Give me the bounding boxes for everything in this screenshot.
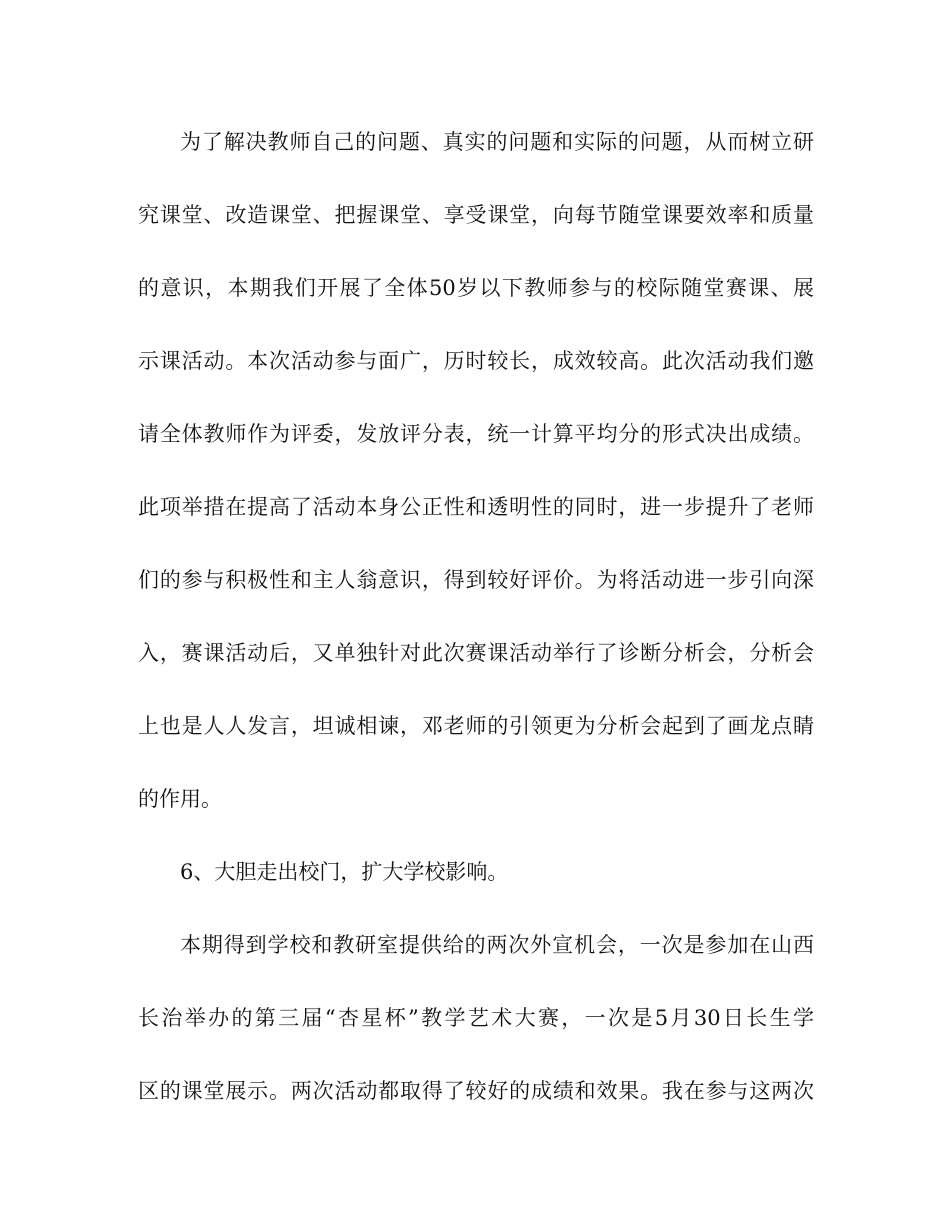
text-line: 们的参与积极性和主人翁意识，得到较好评价。为将活动进一步引向深 — [138, 568, 814, 592]
paragraph-waixuan — [138, 925, 814, 1144]
text-line: 此项举措在提高了活动本身公正性和透明性的同时，进一步提升了老师 — [138, 495, 814, 519]
text-line: 长治举办的第三届“杏星杯”教学艺术大赛，一次是5月30日长生学 — [138, 1006, 814, 1030]
text-line: 本期得到学校和教研室提供给的两次外宣机会，一次是参加在山西 — [180, 933, 814, 957]
text-line: 究课堂、改造课堂、把握课堂、享受课堂，向每节随堂课要效率和质量 — [138, 203, 814, 227]
text-line: 的意识，本期我们开展了全体50岁以下教师参与的校际随堂赛课、展 — [138, 276, 814, 300]
text-line: 请全体教师作为评委，发放评分表，统一计算平均分的形式决出成绩。 — [138, 422, 814, 446]
heading-line: 6、大胆走出校门，扩大学校影响。 — [180, 860, 509, 884]
text-line: 为了解决教师自己的问题、真实的问题和实际的问题，从而树立研 — [180, 130, 814, 154]
section-heading-6 — [138, 852, 814, 925]
text-line: 示课活动。本次活动参与面广，历时较长，成效较高。此次活动我们邀 — [138, 349, 814, 373]
text-line: 区的课堂展示。两次活动都取得了较好的成绩和效果。我在参与这两次 — [138, 1079, 814, 1103]
text-line: 的作用。 — [138, 787, 222, 811]
document-body — [138, 122, 814, 1144]
paragraph-suitang-saike — [138, 122, 814, 852]
text-line: 入，赛课活动后，又单独针对此次赛课活动举行了诊断分析会，分析会 — [138, 641, 814, 665]
text-line: 上也是人人发言，坦诚相谏，邓老师的引领更为分析会起到了画龙点睛 — [138, 714, 814, 738]
